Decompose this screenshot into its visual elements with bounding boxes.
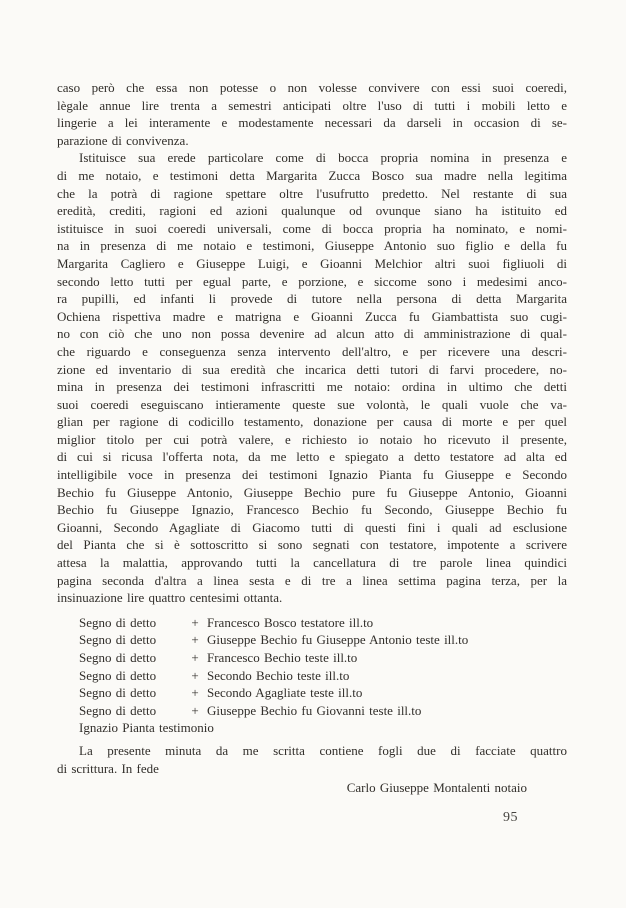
signature-row (57, 684, 567, 702)
text-line: che riguardo e conseguenza senza intervento dell'altro, e per ricevere una descri- (57, 343, 567, 359)
signature-row (57, 631, 567, 649)
text-line: La presente minuta da me scritta contiene fogli due di facciate quattro (79, 742, 567, 758)
signature-table (57, 614, 567, 720)
signature-row (57, 614, 567, 632)
body-paragraphs (57, 79, 567, 607)
signature-label: Segno di detto (79, 667, 157, 683)
text-line: caso però che essa non potesse o non volesse convivere con essi suoi coeredi, (57, 80, 567, 95)
notary-signature: Carlo Giuseppe Montalenti notaio (346, 780, 527, 796)
text-line: suoi coeredi eseguiscano intieramente queste sue volontà, le quali vuole che va- (57, 396, 567, 412)
signature-name: Giuseppe Bechio fu Giuseppe Antonio teste ill.to (207, 632, 469, 648)
text-line: attesa la malattia, approvando tutti la cancellatura di tre parole linea quindici (57, 555, 567, 571)
text-line: Istituisce sua erede particolare come di bocca propria nomina in presenza e (79, 150, 567, 166)
text-line: Bechio fu Giuseppe Ignazio, Francesco Bechio fu Secondo, Giuseppe Bechio fu (57, 502, 567, 518)
cross-mark: + (191, 632, 199, 648)
page-number: 95 (503, 809, 518, 825)
text-block (57, 79, 567, 826)
signature-label: Segno di detto (79, 685, 157, 701)
text-line: zione ed inventario di sua eredità che incarica detti tutori di farvi procedere, no- (57, 361, 567, 377)
text-line: glian per ragione di codicillo testamento, donazione per causa di morte e per quel (57, 414, 567, 430)
signature-label: Segno di detto (79, 650, 157, 665)
text-line: mina in presenza dei testimoni infrascritti me notaio: ordina in ultimo che detti (57, 379, 567, 395)
text-line: secondo letto tutti per egual parte, e porzione, e siccome sono i medesimi anco- (57, 273, 567, 289)
text-line: del Pianta che si è sottoscritto si sono segnati con testatore, impotente a scrivere (57, 537, 567, 553)
cross-mark: + (191, 650, 199, 665)
signature-name: Secondo Agagliate teste ill.to (207, 685, 363, 701)
text-line: miglior titolo per cui potrà valere, e richiesto io notaio ho ricevuto il presente, (57, 431, 567, 447)
text-line: no con ciò che uno non possa devenire ad alcun atto di amministrazione di qual- (57, 326, 567, 342)
text-line: lingerie a lei interamente e modestamente necessari da darseli in occasion di se- (57, 115, 567, 131)
text-line: eredità, crediti, ragioni ed azioni qualunque od ovunque siano ha istituito ed (57, 203, 567, 219)
witness-line: Ignazio Pianta testimonio (79, 720, 214, 736)
signature-name: Giuseppe Bechio fu Giovanni teste ill.to (207, 702, 422, 718)
signature-label: Segno di detto (79, 614, 157, 630)
cross-mark: + (191, 667, 199, 683)
text-line: istituisce in suoi coeredi universali, come di bocca propria ha nominato, e nomi- (57, 220, 567, 236)
text-line: Bechio fu Giuseppe Antonio, Giuseppe Bechio pure fu Giuseppe Antonio, Gioanni (57, 484, 567, 500)
signature-row (57, 667, 567, 685)
signature-label: Segno di detto (79, 632, 157, 648)
text-line: na in presenza di me notaio e testimoni, Giuseppe Antonio suo figlio e della fu (57, 238, 567, 254)
signature-name: Secondo Bechio teste ill.to (207, 667, 350, 683)
text-line: Margarita Cagliero e Giuseppe Luigi, e Gioanni Melchior altri suoi figliuoli di (57, 255, 567, 271)
cross-mark: + (191, 685, 199, 701)
text-line: Ochiena rispettiva madre e matrigna e Gioanni Zucca fu Giambattista suo cugi- (57, 308, 567, 324)
text-line: lègale annue lire trenta a semestri anticipati oltre l'uso di tutti i mobili letto e (57, 97, 567, 113)
cross-mark: + (191, 614, 199, 630)
text-line: di me notaio, e testimoni detta Margarita Zucca Bosco sua madre nella legitima (57, 167, 567, 183)
text-line: intelligibile voce in presenza dei testimoni Ignazio Pianta fu Giuseppe e Secondo (57, 467, 567, 483)
signature-name: Francesco Bechio teste ill.to (207, 650, 358, 665)
text-line: parazione di convivenza. (57, 132, 189, 148)
signature-row (57, 649, 567, 667)
signature-label: Segno di detto (79, 702, 157, 718)
signature-name: Francesco Bosco testatore ill.to (207, 614, 374, 630)
text-line: insinuazione lire quattro centesimi ottanta. (57, 590, 283, 606)
text-line: di cui si ricusa l'offerta nota, da me letto e spiegato a detto testatore ad alta ed (57, 449, 567, 465)
text-line: ra pupilli, ed infanti li provede di tutore nella persona di detta Margarita (57, 291, 567, 307)
text-line: Gioanni, Secondo Agagliate di Giacomo tutti di questi fini i quali ad esclusione (57, 519, 567, 535)
text-line: pagina seconda d'altra a linea sesta e di tre a linea settima pagina terza, per la (57, 572, 567, 588)
text-line: che la potrà di ragione spettare oltre l'usufrutto predetto. Nel restante di sua (57, 185, 567, 201)
text-line: di scrittura. In fede (57, 760, 159, 776)
cross-mark: + (191, 702, 199, 718)
closing-paragraph (57, 742, 567, 777)
signature-row (57, 702, 567, 720)
